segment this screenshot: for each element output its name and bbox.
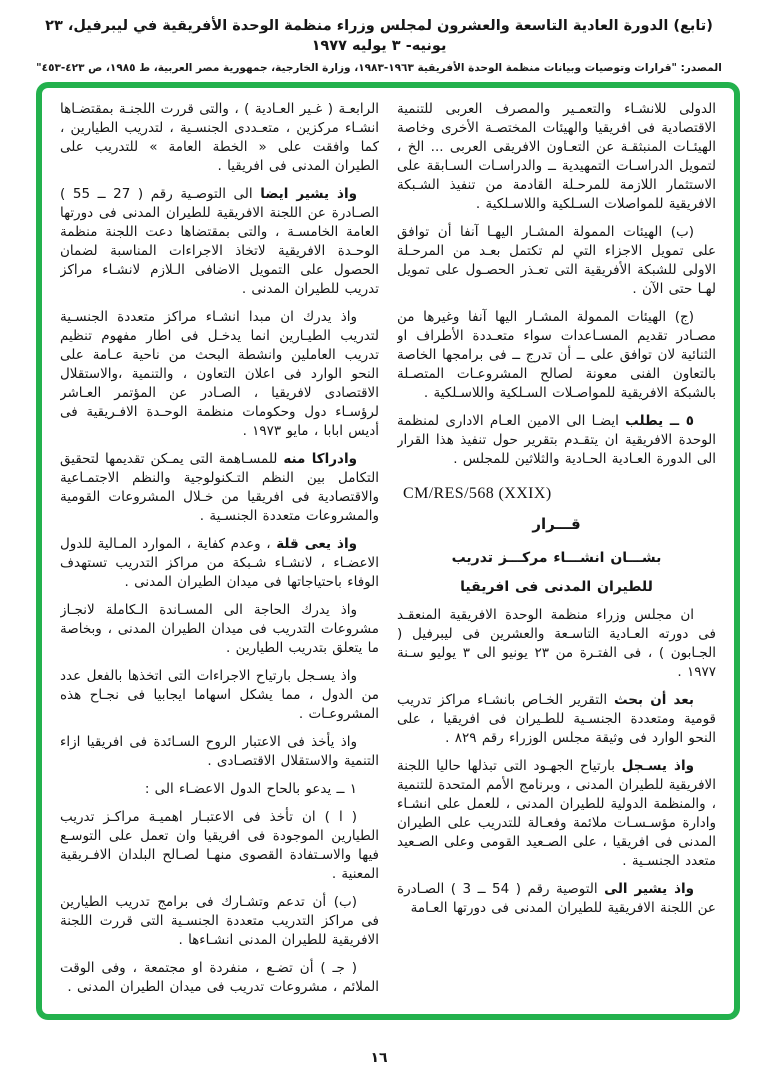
- two-column-text: [42, 88, 734, 1014]
- right-column: [397, 100, 716, 1008]
- paragraph: واذ يسـجل بارتياح الاجراءات التى اتخذها بالفعل عدد من الدول ، مما يشكل اسهاما ايجابيا فى نجـاح هذه المشروعـات .: [60, 668, 379, 722]
- page-header: [0, 0, 758, 74]
- source-citation: المصدر: "قرارات وتوصيات وبيانات منظمة الوحدة الأفريقية ١٩٦٣-١٩٨٣، وزارة الخارجية، جمهورية مصر العربية، ط ١٩٨٥، ص ٤٢٣-٤٥٣": [36, 61, 722, 74]
- paragraph: الرابعـة ( غـير العـادية ) ، والتى قررت اللجنـة بمقتضـاها انشـاء مركزين ، متعـددى الجنسـية ، لتدريب الطيارين ، كما وافقت على « الخطة العامة » للتدريب على الطيران المدنى فى افريقيا .: [60, 101, 379, 174]
- paragraph: (ب) الهيئات الممولة المشـار اليهـا آنفا أن توافق على تمويل الاجزاء التي لم تكتمل بعـد من المرحـلة الاولى للشبكة الأفريقية التى تعـذر الحصـول على تمويل لهـا حتى الآن .: [397, 224, 716, 297]
- session-title: (تابع) الدورة العادية التاسعة والعشرون لمجلس وزراء منظمة الوحدة الأفريقية في ليبرفيل، ٢٣ يونيه- ٣ يوليه ١٩٧٧: [45, 18, 713, 55]
- resolution-subtitle-line2: للطيران المدنى فى افريقيا: [460, 579, 653, 595]
- paragraph: واذ يشير الى التوصية رقم ( 54 ــ 3 ) الصـادرة عن اللجنة الافريقية للطيران المدنى فى دورتها العـامة: [397, 881, 716, 916]
- paragraph: الدولى للانشـاء والتعمـير والمصرف العربى للتنمية الاقتصادية فى افريقيا والهيئات المختصـة الأخرى وخاصة الهيئـات المنبثقـة عن التعـاون الافريقى العربى ... الخ ، لتمويل الدراسـات التمهيدية ــ والدراسـات السـابقة على الاستثمار اللازمة للمرحـلة القادمة من تنفيذ الشـبكة الافريقية للمواصلات السـلكية واللاسـلكية .: [397, 101, 716, 212]
- resolution-title: قـــرار: [532, 515, 581, 533]
- paragraph: ١ ــ يدعو بالحاح الدول الاعضـاء الى :: [144, 781, 357, 797]
- paragraph: ان مجلس وزراء منظمة الوحدة الافريقية المنعقـد فى دورته العـادية التاسـعة والعشرين فى ليبرفيل ( الجـابون ) ، فى الفتـرة من ٢٣ يونيو الى ٣ يوليو سـنة ١٩٧٧ .: [397, 607, 716, 680]
- paragraph: واذ يأخذ فى الاعتبار الروح السـائدة فى افريقيا ازاء التنمية والاستقلال الاقتصـادى .: [60, 734, 379, 769]
- paragraph: ( جـ ) أن تضـع ، منفردة او مجتمعة ، وفى الوقت الملائم ، مشروعات تدريب فى ميدان الطيران المدنى .: [60, 960, 379, 995]
- left-column: [60, 100, 379, 1008]
- paragraph: (ب) أن تدعم وتشـارك فى برامج تدريب الطيارين فى مراكز التدريب متعددة الجنسـية التى قررت اللجنة الافريقية للطيران المدنى انشـاءها .: [60, 894, 379, 948]
- paragraph: ( ا ) ان تأخذ فى الاعتبـار اهميـة مراكـز تدريب الطيارين الموجودة فى افريقيا وان تعمل على التوسـع فيها والاسـتفادة القصوى منهـا لصـالح البلدان الافـريقية المعنية .: [60, 809, 379, 882]
- resolution-reference: CM/RES/568 (XXIX): [403, 485, 552, 502]
- content-frame: [36, 82, 740, 1020]
- paragraph: (ج) الهيئات الممولة المشـار اليها آنفا وغيرها من مصـادر تقديم المسـاعدات سواء متعـددة الأطراف او الثنائية لان توافق على ــ أن تدرج ــ فى برامجها الخاصة بالتعاون الفنى معونة لصالح المشروعـات المتصـلة بالشبكة الافريقية للمواصـلات السـلكية واللاسـلكية .: [397, 309, 716, 401]
- paragraph: بعد أن بحث التقرير الخـاص بانشـاء مراكز تدريب قومية ومتعددة الجنسـية للطـيران فى افريقيا ، على النحو الوارد فى وثيقة مجلس الوزراء رقم ٨٢٩ .: [397, 692, 716, 746]
- paragraph: واذ يعى قلة ، وعدم كفاية ، الموارد المـالية للدول الاعضـاء ، لانشـاء شـبكة من مراكز التدريب تستهدف الوفاء باحتياجاتها فى ميدان الطيران المدنى .: [60, 536, 379, 590]
- paragraph: واذ يشير ايضا الى التوصـية رقم ( 27 ــ 55 ) الصـادرة عن اللجنة الافريقية للطيران المدنى فى دورتها العامة الخامسـة ، والتى بمقتضاها دعت اللجنة منظمة الوحـدة الافريقية لاتخاذ الاجراءات المناسبة لضمان الحصول على التمويل الاضافى الـلازم لانشـاء مراكز تدريب للطيران المدنى .: [60, 186, 379, 297]
- paragraph: ٥ ــ يطلب ايضـا الى الامين العـام الادارى لمنظمة الوحدة الافريقية ان يتقـدم بتقرير حول تنفيذ هذا القرار الى الدورة العـادية الحـادية والثلاثين للمجلس .: [397, 413, 716, 467]
- paragraph: واذ يدرك الحاجة الى المسـاندة الـكاملة لانجـاز مشروعات التدريب فى ميدان الطيران المدنى ، وبخاصة ما يتعلق بتدريب الطيارين .: [60, 602, 379, 656]
- paragraph: واذ يسـجل بارتياح الجهـود التى تبذلها حاليا اللجنة الافريقية للطيران المدنى ، وبرنامج الأمم المتحدة للتنمية ، والمنظمة الدولية للطيران المدنى ، للعمل على انشـاء وادارة مؤسـسـات ملائمة وفعـالة للتدريب على الطيران المدنى فى افريقيا ، على الصـعيد القومى وعلى الصـعيد متعدد الجنسـية .: [397, 758, 716, 869]
- page-number: ١٦: [370, 1050, 388, 1066]
- paragraph: واذ يدرك ان مبدا انشـاء مراكز متعددة الجنسـية لتدريب الطيـارين انما يدخـل فى اطار مفهوم تنظيم تدريب العاملين وانشطة البحث من ناحية عـامة على النحو الوارد فى اعلان التعاون ، والتنمية ،والاستقلال الاقتصادى لافريقيا ، الصـادر عن المؤتمر العـاشر لرؤسـاء دول وحكومات منظمة الوحـدة الافـريقية فى أديس ابابا ، مايو ١٩٧٣ .: [60, 309, 379, 439]
- paragraph: وادراكا منه للمسـاهمة التى يمـكن تقديمها لتحقيق التكامل بين النظم التـكنولوجية والنظم الاجتمـاعية والاقتصادية فى افريقيا من خـلال المشروعات القومية والمشروعات متعددة الجنسـية .: [60, 451, 379, 524]
- resolution-subtitle-line1: بشـــان انشـــاء مركـــز تدريب: [451, 550, 662, 566]
